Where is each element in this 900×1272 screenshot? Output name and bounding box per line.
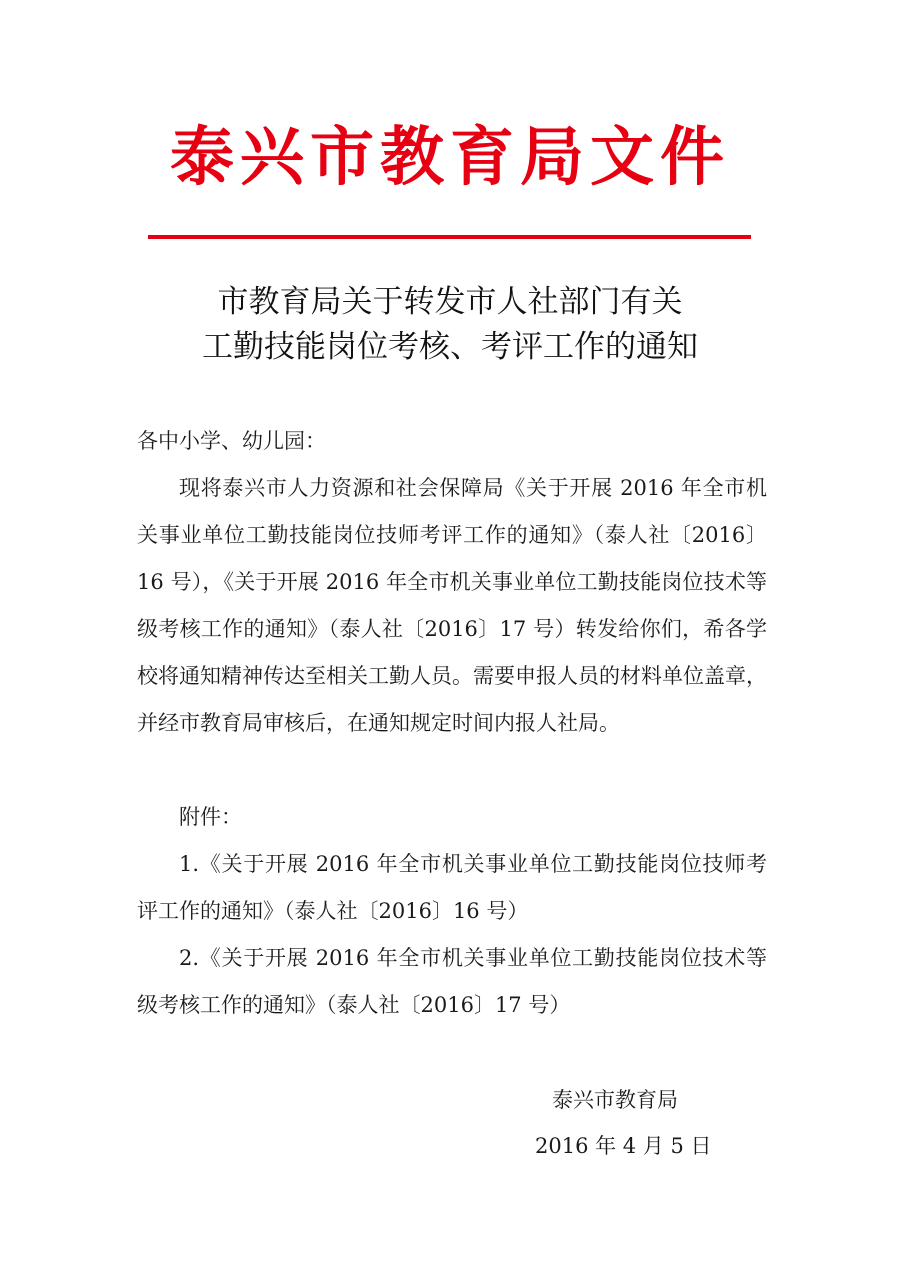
attachments-label: 附件： [179, 805, 242, 829]
attachment-item-1 [137, 841, 767, 935]
document-title-line-2: 工勤技能岗位考核、考评工作的通知 [202, 329, 698, 365]
document-title-line-1: 市教育局关于转发市人社部门有关 [217, 284, 683, 320]
body-paragraph [137, 465, 767, 747]
issue-date: 2016 年 4 月 5 日 [535, 1134, 712, 1158]
attachment-item-1-text: 1.《关于开展 2016 年全市机关事业单位工勤技能岗位技师考评工作的通知》（泰人社〔2016〕16 号） [137, 852, 767, 923]
masthead-title: 泰兴市教育局文件 [170, 121, 730, 195]
attachment-item-2-text: 2.《关于开展 2016 年全市机关事业单位工勤技能岗位技术等级考核工作的通知》（泰人社〔2016〕17 号） [137, 946, 767, 1017]
body-paragraph-text: 现将泰兴市人力资源和社会保障局《关于开展 2016 年全市机关事业单位工勤技能岗位技师考评工作的通知》（泰人社〔2016〕16 号），《关于开展 2016 年全市机关事业单位工勤技能岗位技术等级考核工作的通知》（泰人社〔2016〕17 号）转发给你们，希各学校将通知精神传达至相关工勤人员。需要申报人员的材料单位盖章，并经市教育局审核后，在通知规定时间内报人社局。 [137, 476, 767, 735]
red-divider-line [148, 235, 751, 239]
attachment-item-2 [137, 935, 767, 1029]
salutation: 各中小学、幼儿园： [137, 429, 326, 453]
issuer-signature: 泰兴市教育局 [552, 1088, 678, 1112]
